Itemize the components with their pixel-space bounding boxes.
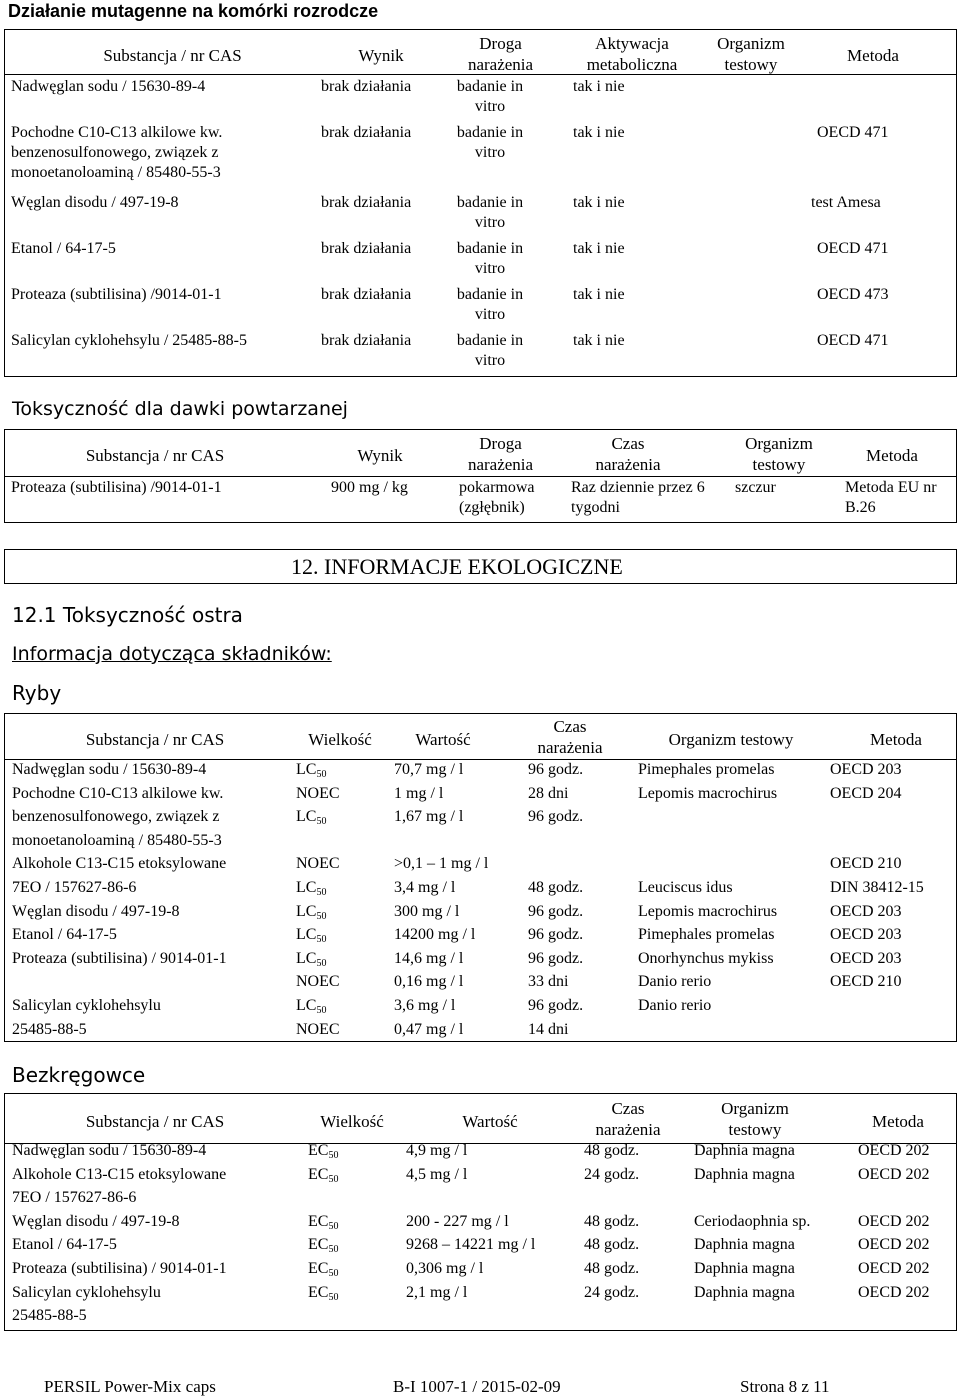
mutagen-row-3-substance: Węglan disodu / 497-19-8 bbox=[11, 194, 179, 211]
fish-row-3-col-4: 96 godz. bbox=[528, 808, 584, 826]
mutagen-row-4-activation: tak i nie bbox=[573, 240, 625, 257]
repeat-header-rule bbox=[5, 476, 956, 477]
fish-row-2-col-6: OECD 204 bbox=[830, 784, 902, 802]
repeat-header-time: Czas narażenia bbox=[595, 434, 661, 475]
mutagen-row-5-activation: tak i nie bbox=[573, 286, 625, 303]
repeat-header-substance: Substancja / nr CAS bbox=[85, 446, 225, 465]
fish-header-organism: Organizm testowy bbox=[668, 730, 794, 749]
mutagen-row-2-route: badanie in vitro bbox=[456, 124, 524, 161]
fish-row-9-col-4: 96 godz. bbox=[528, 949, 584, 967]
fish-row-9-col-1: Proteaza (subtilisina) / 9014-01-1 bbox=[12, 949, 227, 967]
invert-row-6-col-5: Daphnia magna bbox=[694, 1260, 795, 1277]
repeat-header-result: Wynik bbox=[357, 446, 403, 465]
fish-row-6-col-4: 48 godz. bbox=[528, 879, 584, 896]
sec12-title: 12. INFORMACJE EKOLOGICZNE bbox=[291, 554, 623, 579]
acute-tox-subtitle: 12.1 Toksyczność ostra bbox=[12, 603, 243, 627]
fish-row-8-col-4: 96 godz. bbox=[528, 926, 584, 944]
fish-row-6-col-3: 3,4 mg / l bbox=[394, 879, 456, 896]
fish-row-6-col-5: Leuciscus idus bbox=[638, 879, 733, 896]
fish-row-3-col-2: $LC_{50}$ bbox=[296, 808, 327, 828]
fish-row-1-col-4: 96 godz. bbox=[528, 761, 584, 778]
mutagen-row-5-method: OECD 473 bbox=[817, 286, 889, 303]
fish-row-11-col-5: Danio rerio bbox=[638, 997, 712, 1014]
fish-row-9-col-2: $LC_{50}$ bbox=[296, 949, 327, 969]
fish-row-6-col-1: 7EO / 157627-86-6 bbox=[12, 879, 137, 896]
fish-row-1-col-3: 70,7 mg / l bbox=[394, 761, 464, 778]
fish-row-1-col-1: Nadwęglan sodu / 15630-89-4 bbox=[12, 761, 207, 778]
mutagen-row-1-route: badanie in vitro bbox=[456, 78, 524, 115]
invert-header-organism: Organizm testowy bbox=[721, 1099, 789, 1140]
fish-row-2-col-5: Lepomis macrochirus bbox=[638, 784, 778, 802]
fish-row-5-col-3: >0,1 – 1 mg / l bbox=[394, 855, 489, 873]
mutagen-row-4-result: brak działania bbox=[321, 240, 412, 257]
invert-row-5-col-1: Etanol / 64-17-5 bbox=[12, 1236, 117, 1254]
fish-row-9-col-6: OECD 203 bbox=[830, 949, 902, 967]
invert-row-4-col-3: 200 - 227 mg / l bbox=[406, 1212, 509, 1230]
fish-row-12-col-2: NOEC bbox=[296, 1020, 340, 1038]
fish-header-size: Wielkość bbox=[308, 730, 372, 749]
fish-header-substance: Substancja / nr CAS bbox=[85, 730, 225, 749]
footer-product: PERSIL Power-Mix caps bbox=[44, 1377, 216, 1396]
mutagen-header-method: Metoda bbox=[847, 46, 899, 65]
fish-heading: Ryby bbox=[12, 681, 62, 705]
mutagen-row-6-result: brak działania bbox=[321, 332, 412, 349]
mutagen-header-route: Droga narażenia bbox=[467, 34, 534, 75]
mutagen-row-6-route: badanie in vitro bbox=[456, 332, 524, 369]
mutagen-row-3-method: test Amesa bbox=[811, 194, 881, 211]
fish-header-value: Wartość bbox=[415, 730, 471, 749]
mutagen-row-3-route: badanie in vitro bbox=[456, 194, 524, 231]
invert-row-5-col-5: Daphnia magna bbox=[694, 1236, 795, 1254]
invert-row-4-col-1: Węglan disodu / 497-19-8 bbox=[12, 1212, 180, 1230]
repeat-header-organism: Organizm testowy bbox=[745, 434, 813, 475]
component-info: Informacja dotycząca składników: bbox=[12, 643, 332, 665]
invert-row-6-col-4: 48 godz. bbox=[584, 1260, 640, 1277]
fish-row-7-col-3: 300 mg / l bbox=[394, 902, 460, 920]
invert-row-6-col-1: Proteaza (subtilisina) / 9014-01-1 bbox=[12, 1260, 227, 1277]
mutagen-header-result: Wynik bbox=[358, 46, 404, 65]
fish-row-5-col-1: Alkohole C13-C15 etoksylowane bbox=[12, 855, 227, 873]
fish-row-2-col-4: 28 dni bbox=[528, 784, 569, 802]
mutagen-row-1-activation: tak i nie bbox=[573, 78, 625, 95]
fish-row-1-col-2: $LC_{50}$ bbox=[296, 761, 327, 780]
repeat-header-route: Droga narażenia bbox=[467, 434, 534, 475]
fish-row-7-col-6: OECD 203 bbox=[830, 902, 902, 920]
fish-row-10-col-5: Danio rerio bbox=[638, 973, 712, 991]
mutagen-row-6-substance: Salicylan cyklohehsylu / 25485-88-5 bbox=[11, 332, 247, 349]
invert-row-7-col-6: OECD 202 bbox=[858, 1283, 930, 1301]
fish-row-7-col-1: Węglan disodu / 497-19-8 bbox=[12, 902, 180, 920]
fish-row-8-col-1: Etanol / 64-17-5 bbox=[12, 926, 117, 944]
fish-row-12-col-3: 0,47 mg / l bbox=[394, 1020, 464, 1038]
fish-row-8-col-5: Pimephales promelas bbox=[638, 926, 775, 944]
fish-row-11-col-1: Salicylan cyklohehsylu bbox=[12, 997, 161, 1014]
fish-row-6-col-2: $LC_{50}$ bbox=[296, 879, 327, 898]
footer-document: B-I 1007-1 / 2015-02-09 bbox=[393, 1377, 561, 1396]
invert-row-1-col-2: $EC_{50}$ bbox=[308, 1142, 339, 1161]
invert-row-1-col-3: 4,9 mg / l bbox=[406, 1142, 468, 1159]
invert-row-2-col-1: Alkohole C13-C15 etoksylowane bbox=[12, 1165, 227, 1183]
invert-row-4-col-6: OECD 202 bbox=[858, 1212, 930, 1230]
invert-header-method: Metoda bbox=[872, 1112, 924, 1131]
mutagen-row-5-substance: Proteaza (subtilisina) /9014-01-1 bbox=[11, 286, 222, 303]
mutagen-row-1-result: brak działania bbox=[321, 78, 412, 95]
mutagen-row-2-method: OECD 471 bbox=[817, 124, 889, 141]
mutagen-row-1-substance: Nadwęglan sodu / 15630-89-4 bbox=[11, 78, 206, 95]
fish-row-10-col-3: 0,16 mg / l bbox=[394, 973, 464, 991]
invert-row-7-col-1: Salicylan cyklohehsylu bbox=[12, 1283, 161, 1301]
fish-row-8-col-6: OECD 203 bbox=[830, 926, 902, 944]
mutagen-header-activation: Aktywacja metaboliczna bbox=[586, 34, 678, 75]
fish-row-8-col-3: 14200 mg / l bbox=[394, 926, 476, 944]
fish-row-1-col-5: Pimephales promelas bbox=[638, 761, 775, 778]
invert-row-6-col-6: OECD 202 bbox=[858, 1260, 930, 1277]
invert-row-2-col-3: 4,5 mg / l bbox=[406, 1165, 468, 1183]
fish-row-7-col-4: 96 godz. bbox=[528, 902, 584, 920]
repeat-row-substance: Proteaza (subtilisina) /9014-01-1 bbox=[11, 479, 222, 496]
fish-row-7-col-2: $LC_{50}$ bbox=[296, 902, 327, 922]
sec12-box bbox=[4, 549, 957, 584]
fish-row-6-col-6: DIN 38412-15 bbox=[830, 879, 924, 896]
mutagen-header-organism: Organizm testowy bbox=[717, 34, 785, 75]
footer-page: Strona 8 z 11 bbox=[740, 1377, 830, 1396]
fish-row-9-col-3: 14,6 mg / l bbox=[394, 949, 464, 967]
fish-row-3-col-3: 1,67 mg / l bbox=[394, 808, 464, 826]
mutagen-row-6-activation: tak i nie bbox=[573, 332, 625, 349]
fish-row-3-col-1: benzenosulfonowego, związek z bbox=[12, 808, 220, 826]
invert-row-2-col-4: 24 godz. bbox=[584, 1165, 640, 1183]
repeat-row-time: Raz dziennie przez 6 tygodni bbox=[571, 479, 705, 516]
fish-row-5-col-2: NOEC bbox=[296, 855, 340, 873]
repeat-row-organism: szczur bbox=[735, 479, 776, 496]
invert-row-2-col-5: Daphnia magna bbox=[694, 1165, 795, 1183]
repeat-row-result: 900 mg / kg bbox=[331, 479, 408, 496]
invert-row-4-col-4: 48 godz. bbox=[584, 1212, 640, 1230]
fish-row-5-col-6: OECD 210 bbox=[830, 855, 902, 873]
mutagen-row-2-substance: Pochodne C10-C13 alkilowe kw. benzenosulfonowego, związek z monoetanoloaminą / 85480-55-3 bbox=[11, 124, 223, 181]
fish-row-7-col-5: Lepomis macrochirus bbox=[638, 902, 778, 920]
invert-row-1-col-4: 48 godz. bbox=[584, 1142, 640, 1159]
fish-row-9-col-5: Onorhynchus mykiss bbox=[638, 949, 774, 967]
invert-row-5-col-6: OECD 202 bbox=[858, 1236, 930, 1254]
repeat-header-method: Metoda bbox=[866, 446, 918, 465]
invert-row-7-col-5: Daphnia magna bbox=[694, 1283, 795, 1301]
fish-row-8-col-2: $LC_{50}$ bbox=[296, 926, 327, 946]
invert-row-2-col-2: $EC_{50}$ bbox=[308, 1165, 339, 1185]
mutagen-header-substance: Substancja / nr CAS bbox=[103, 46, 242, 65]
mutagen-table bbox=[4, 29, 957, 377]
fish-row-2-col-1: Pochodne C10-C13 alkilowe kw. bbox=[12, 784, 224, 802]
invert-row-5-col-4: 48 godz. bbox=[584, 1236, 640, 1254]
fish-row-2-col-2: NOEC bbox=[296, 784, 340, 802]
repeat-row-method: Metoda EU nr B.26 bbox=[845, 479, 937, 516]
invert-row-7-col-2: $EC_{50}$ bbox=[308, 1283, 339, 1303]
mutagen-header-rule bbox=[5, 74, 956, 75]
invert-row-6-col-2: $EC_{50}$ bbox=[308, 1260, 339, 1279]
fish-row-12-col-4: 14 dni bbox=[528, 1020, 569, 1038]
invert-row-8-col-1: 25485-88-5 bbox=[12, 1307, 87, 1325]
fish-row-1-col-6: OECD 203 bbox=[830, 761, 902, 778]
invert-row-1-col-1: Nadwęglan sodu / 15630-89-4 bbox=[12, 1142, 207, 1159]
mutagen-row-3-activation: tak i nie bbox=[573, 194, 625, 211]
invert-row-3-col-1: 7EO / 157627-86-6 bbox=[12, 1189, 137, 1207]
invert-row-5-col-2: $EC_{50}$ bbox=[308, 1236, 339, 1256]
fish-row-11-col-4: 96 godz. bbox=[528, 997, 584, 1014]
fish-row-4-col-1: monoetanoloaminą / 85480-55-3 bbox=[12, 831, 222, 849]
invert-row-4-col-5: Ceriodaophnia sp. bbox=[694, 1212, 811, 1230]
fish-row-11-col-2: $LC_{50}$ bbox=[296, 997, 327, 1016]
fish-row-10-col-4: 33 dni bbox=[528, 973, 569, 991]
fish-row-2-col-3: 1 mg / l bbox=[394, 784, 444, 802]
invert-row-1-col-6: OECD 202 bbox=[858, 1142, 930, 1159]
invert-header-time: Czas narażenia bbox=[595, 1099, 661, 1140]
mutagen-row-6-method: OECD 471 bbox=[817, 332, 889, 349]
fish-row-12-col-1: 25485-88-5 bbox=[12, 1020, 87, 1038]
fish-row-10-col-6: OECD 210 bbox=[830, 973, 902, 991]
mutagen-row-2-activation: tak i nie bbox=[573, 124, 625, 141]
mutagen-row-4-substance: Etanol / 64-17-5 bbox=[11, 240, 116, 257]
mutagen-row-2-result: brak działania bbox=[321, 124, 412, 141]
invert-row-1-col-5: Daphnia magna bbox=[694, 1142, 795, 1159]
mutagen-title: Działanie mutagenne na komórki rozrodcze bbox=[8, 1, 379, 21]
fish-row-11-col-3: 3,6 mg / l bbox=[394, 997, 456, 1014]
repeat-table bbox=[4, 429, 957, 523]
mutagen-row-3-result: brak działania bbox=[321, 194, 412, 211]
fish-header-method: Metoda bbox=[870, 730, 922, 749]
invert-row-5-col-3: 9268 – 14221 mg / l bbox=[406, 1236, 536, 1254]
invert-row-2-col-6: OECD 202 bbox=[858, 1165, 930, 1183]
mutagen-row-4-route: badanie in vitro bbox=[456, 240, 524, 277]
mutagen-row-5-route: badanie in vitro bbox=[456, 286, 524, 323]
fish-row-10-col-2: NOEC bbox=[296, 973, 340, 991]
invert-row-7-col-3: 2,1 mg / l bbox=[406, 1283, 468, 1301]
invertebrates-heading: Bezkręgowce bbox=[12, 1063, 146, 1087]
fish-header-time: Czas narażenia bbox=[537, 717, 603, 758]
invert-header-size: Wielkość bbox=[320, 1112, 384, 1131]
repeat-title: Toksyczność dla dawki powtarzanej bbox=[12, 398, 348, 420]
invert-header-substance: Substancja / nr CAS bbox=[85, 1112, 225, 1131]
invert-row-4-col-2: $EC_{50}$ bbox=[308, 1212, 339, 1232]
invert-row-6-col-3: 0,306 mg / l bbox=[406, 1260, 484, 1277]
mutagen-row-5-result: brak działania bbox=[321, 286, 412, 303]
repeat-row-route: pokarmowa (zgłębnik) bbox=[459, 479, 535, 516]
mutagen-row-4-method: OECD 471 bbox=[817, 240, 889, 257]
invert-header-value: Wartość bbox=[462, 1112, 518, 1131]
invert-row-7-col-4: 24 godz. bbox=[584, 1283, 640, 1301]
